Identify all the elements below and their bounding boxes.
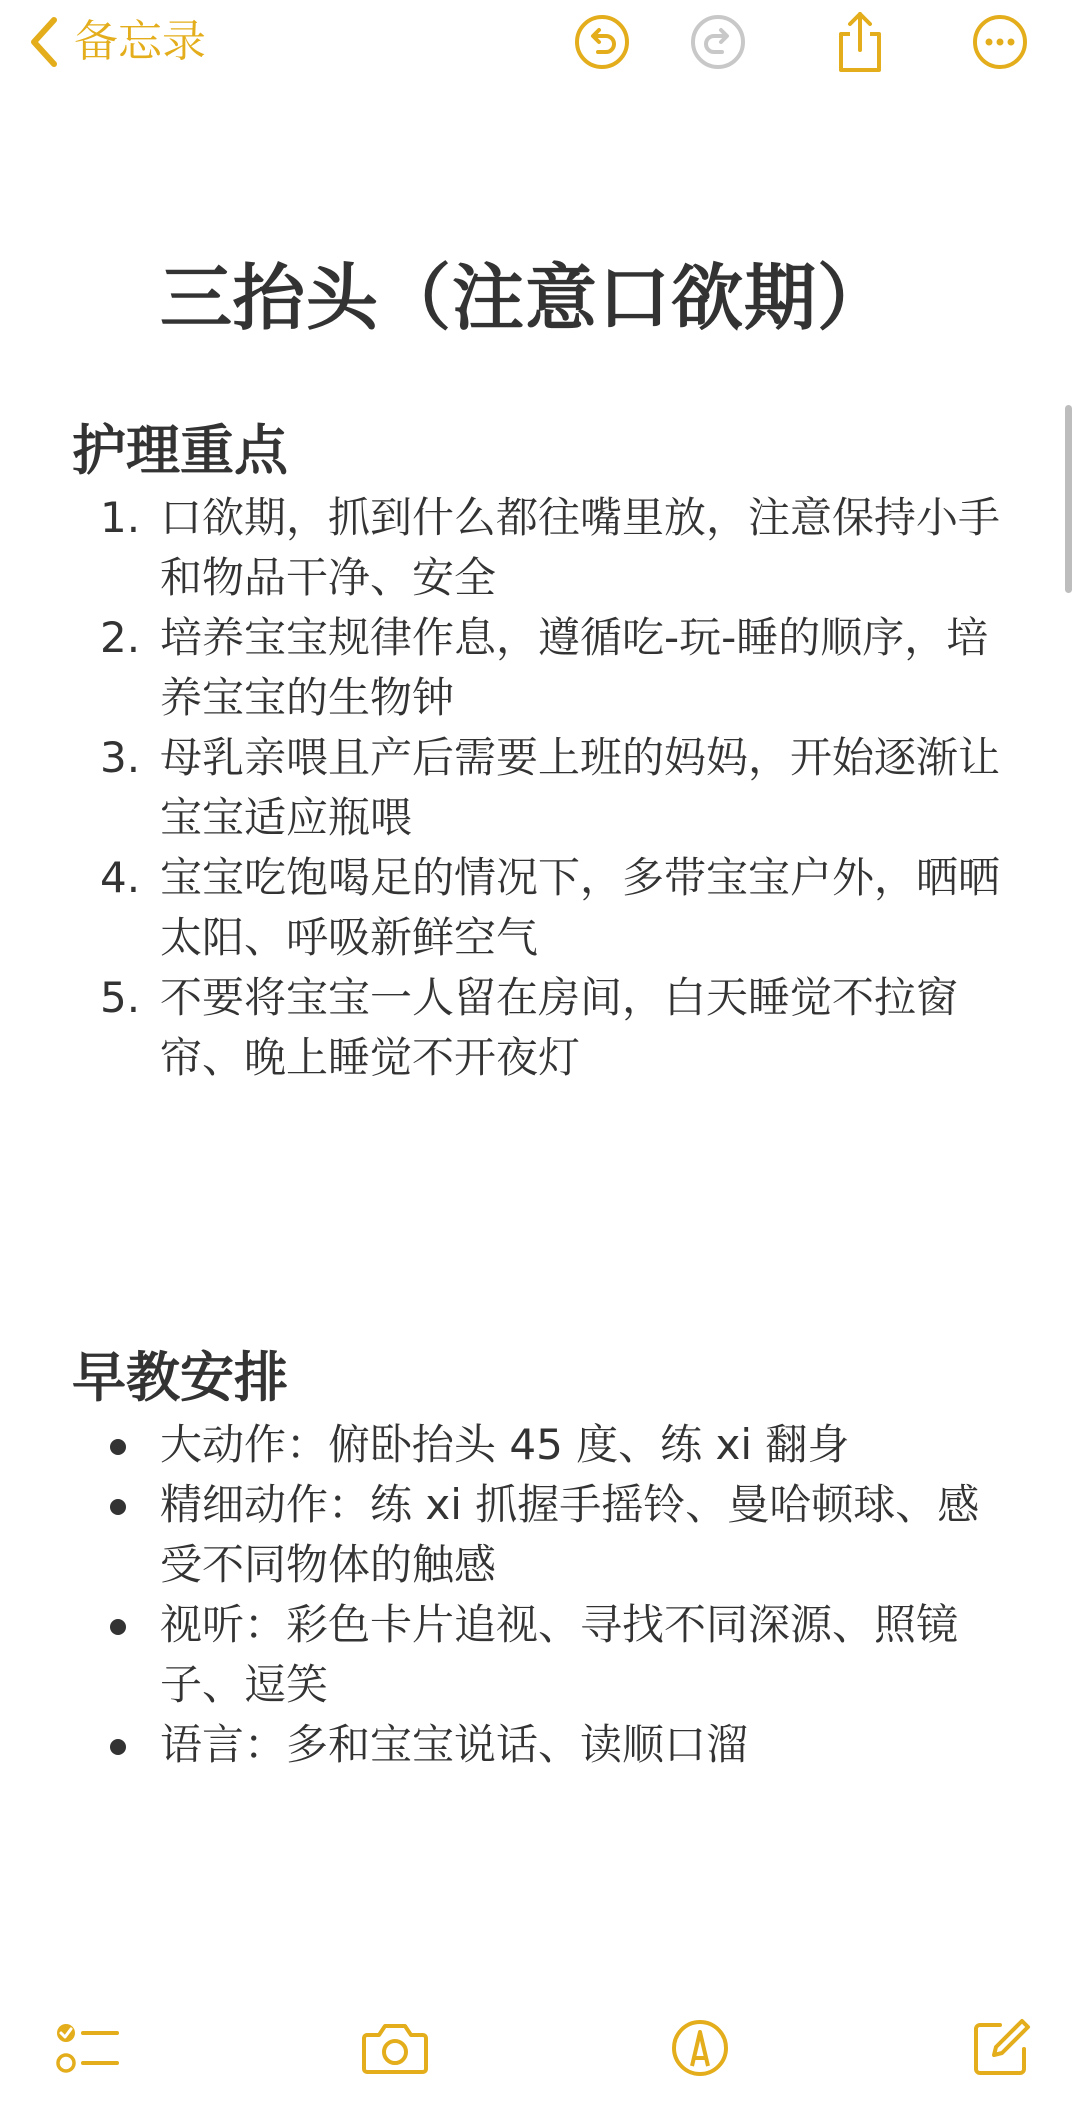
list-item-text: 口欲期，抓到什么都往嘴里放，注意保持小手和物品干净、安全 — [160, 493, 1001, 602]
compose-icon — [970, 2017, 1032, 2079]
list-number: 5. — [100, 973, 141, 1022]
list-item — [100, 1715, 1000, 1775]
back-label: 备忘录 — [74, 16, 206, 67]
list-item-text: 视听：彩色卡片追视、寻找不同深源、照镜子、逗笑 — [160, 1600, 959, 1709]
list-item — [100, 608, 1000, 728]
bottom-toolbar — [0, 1997, 1080, 2107]
list-number: 4. — [100, 853, 141, 902]
list-item-text: 宝宝吃饱喝足的情况下，多带宝宝户外，晒晒太阳、呼吸新鲜空气 — [160, 853, 1001, 962]
navigation-bar — [0, 0, 1080, 90]
list-item-text: 母乳亲喂且产后需要上班的妈妈，开始逐渐让宝宝适应瓶喂 — [160, 733, 1001, 842]
bullet-dot — [110, 1439, 126, 1455]
back-button[interactable] — [28, 12, 206, 72]
list-item-text: 精细动作：练 xi 抓握手摇铃、曼哈顿球、感受不同物体的触感 — [160, 1480, 980, 1589]
more-icon — [972, 14, 1028, 70]
list-item — [100, 1475, 1000, 1595]
more-button[interactable] — [970, 12, 1030, 72]
bullet-dot — [110, 1499, 126, 1515]
compose-button[interactable] — [966, 2013, 1036, 2083]
list-number: 1. — [100, 493, 141, 542]
list-item — [100, 1595, 1000, 1715]
share-button[interactable] — [830, 12, 890, 72]
section-heading-early-education: 早教安排 — [72, 1346, 288, 1409]
section-heading-care: 护理重点 — [72, 419, 288, 482]
list-item — [100, 968, 1000, 1088]
list-number: 3. — [100, 733, 141, 782]
list-item-text: 大动作：俯卧抬头 45 度、练 xi 翻身 — [160, 1420, 850, 1469]
list-item — [100, 488, 1000, 608]
list-item — [100, 728, 1000, 848]
markup-pen-icon — [670, 2018, 730, 2078]
checklist-button[interactable] — [52, 2013, 122, 2083]
list-item — [100, 1415, 1000, 1475]
redo-button[interactable] — [688, 12, 748, 72]
checklist-icon — [55, 2019, 119, 2077]
camera-icon — [361, 2021, 429, 2075]
list-item-text: 培养宝宝规律作息，遵循吃-玩-睡的顺序，培养宝宝的生物钟 — [160, 613, 989, 722]
markup-button[interactable] — [665, 2013, 735, 2083]
undo-icon — [574, 14, 630, 70]
scrollbar[interactable] — [1065, 405, 1072, 593]
list-item-text: 不要将宝宝一人留在房间，白天睡觉不拉窗帘、晚上睡觉不开夜灯 — [160, 973, 959, 1082]
care-numbered-list — [100, 488, 1000, 1088]
early-education-bulleted-list — [100, 1415, 1000, 1775]
bullet-dot — [110, 1739, 126, 1755]
list-item-text: 语言：多和宝宝说话、读顺口溜 — [160, 1720, 749, 1769]
camera-button[interactable] — [360, 2013, 430, 2083]
list-item — [100, 848, 1000, 968]
undo-button[interactable] — [572, 12, 632, 72]
redo-icon — [690, 14, 746, 70]
note-title: 三抬头（注意口欲期） — [159, 256, 890, 340]
share-icon — [833, 10, 887, 74]
bullet-dot — [110, 1619, 126, 1635]
chevron-left-icon — [28, 16, 58, 68]
list-number: 2. — [100, 613, 141, 662]
